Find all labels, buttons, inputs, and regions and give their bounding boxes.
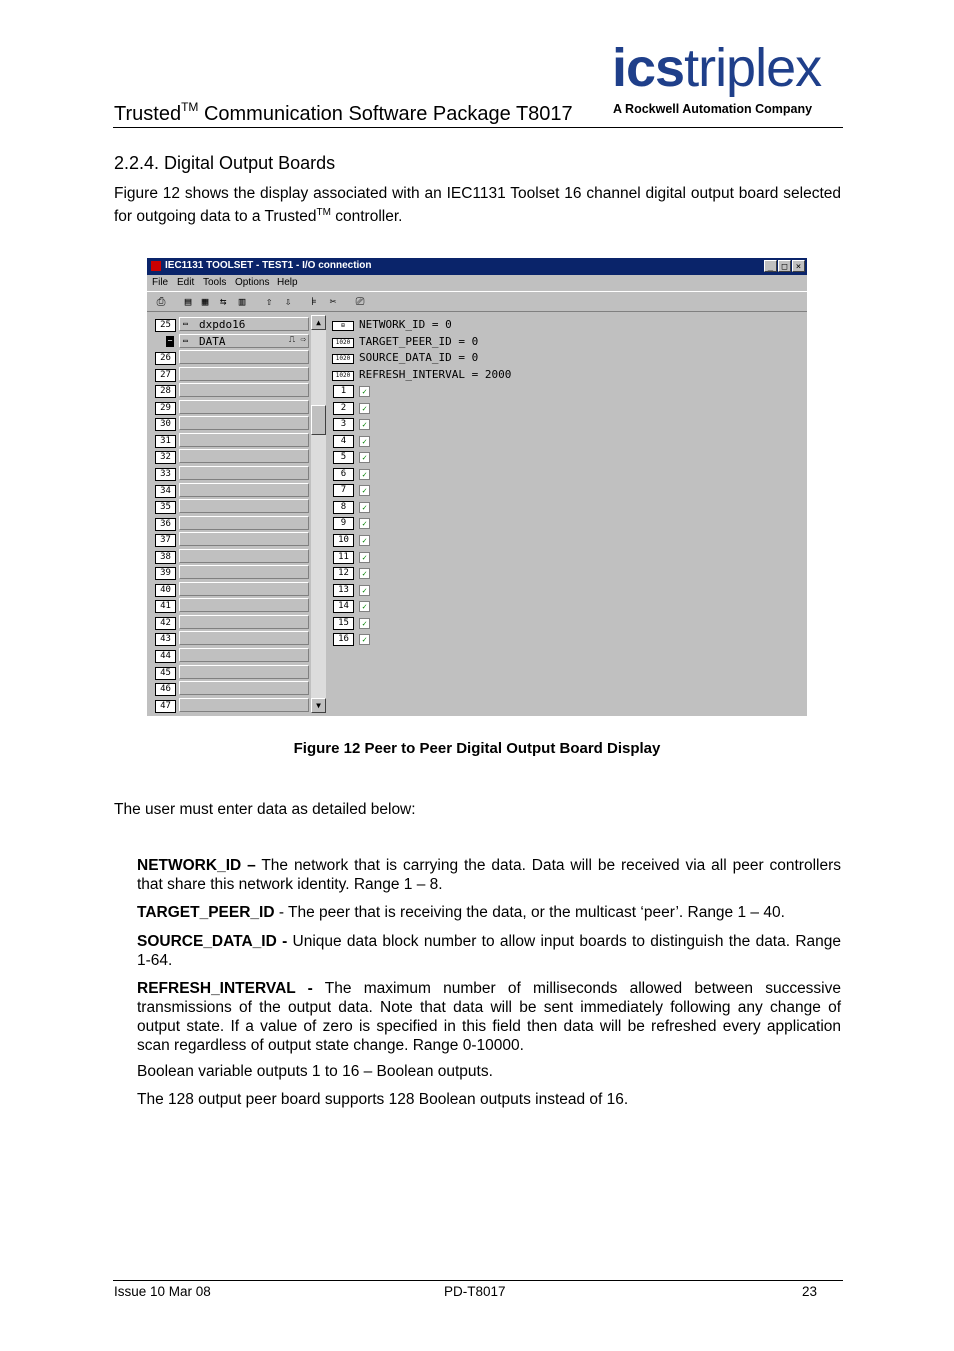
scroll-up-button[interactable]: ▲ bbox=[311, 315, 326, 330]
company-logo bbox=[612, 38, 821, 98]
section-title: 2.2.4. Digital Output Boards bbox=[114, 153, 336, 173]
row-number[interactable]: 36 bbox=[155, 518, 176, 531]
boolean-output-icon[interactable]: ✓ bbox=[359, 518, 370, 529]
menu-options[interactable]: Options bbox=[235, 277, 270, 288]
row-number[interactable]: 28 bbox=[155, 385, 176, 398]
output-number[interactable]: 11 bbox=[333, 551, 354, 564]
row-number[interactable]: 26 bbox=[155, 352, 176, 365]
definition-term: SOURCE_DATA_ID - bbox=[137, 933, 288, 950]
boolean-output-icon[interactable]: ✓ bbox=[359, 535, 370, 546]
boolean-output-icon[interactable]: ✓ bbox=[359, 386, 370, 397]
definition-term: REFRESH_INTERVAL - bbox=[137, 980, 313, 997]
header-title bbox=[114, 100, 573, 126]
output-number[interactable]: 7 bbox=[333, 484, 354, 497]
board-name: dxpdo16 bbox=[199, 318, 246, 331]
row-number[interactable]: 25 bbox=[155, 319, 176, 332]
definition-text: - The peer that is receiving the data, or the multicast ‘peer’. Range 1 – 40. bbox=[274, 904, 785, 921]
parameter-4[interactable]: REFRESH_INTERVAL = 2000 bbox=[359, 367, 512, 381]
title-tm: TM bbox=[181, 100, 199, 114]
row-number[interactable]: 42 bbox=[155, 617, 176, 630]
connect-icon[interactable]: ⇆ bbox=[219, 295, 227, 308]
row-number[interactable]: 41 bbox=[155, 600, 176, 613]
menu-tools[interactable]: Tools bbox=[203, 277, 227, 288]
definition-text: The network that is carrying the data. Data will be received via all peer controllers that share this network identity. Range 1 – 8. bbox=[137, 857, 841, 893]
output-number[interactable]: 13 bbox=[333, 584, 354, 597]
definition-item bbox=[137, 903, 841, 922]
output-number[interactable]: 2 bbox=[333, 402, 354, 415]
maximize-button[interactable]: □ bbox=[778, 260, 791, 272]
row-number[interactable]: 27 bbox=[155, 369, 176, 382]
window-title: IEC1131 TOOLSET - TEST1 - I/O connection bbox=[165, 260, 372, 271]
output-number[interactable]: 8 bbox=[333, 501, 354, 514]
title-post: Communication Software Package T8017 bbox=[198, 103, 573, 125]
row-number[interactable]: 30 bbox=[155, 418, 176, 431]
definition-term: TARGET_PEER_ID bbox=[137, 904, 275, 921]
boolean-output-icon[interactable]: ✓ bbox=[359, 469, 370, 480]
parameter-icon: 1020 bbox=[332, 371, 354, 381]
parameter-icon: ⊞ bbox=[332, 321, 354, 331]
definition-text: The 128 output peer board supports 128 Boolean outputs instead of 16. bbox=[137, 1091, 629, 1108]
minimize-button[interactable]: _ bbox=[764, 260, 777, 272]
boolean-output-icon[interactable]: ✓ bbox=[359, 502, 370, 513]
collapse-icon[interactable]: − bbox=[167, 335, 173, 345]
footer-page-number: 23 bbox=[802, 1284, 818, 1299]
boolean-output-icon[interactable]: ✓ bbox=[359, 452, 370, 463]
title-pre: Trusted bbox=[114, 103, 182, 125]
parameter-icon: 1020 bbox=[332, 338, 354, 348]
boolean-output-icon[interactable]: ✓ bbox=[359, 618, 370, 629]
row-number[interactable]: 38 bbox=[155, 551, 176, 564]
print-icon[interactable]: ⎙ bbox=[156, 295, 166, 308]
row-number[interactable]: 45 bbox=[155, 667, 176, 680]
row-number[interactable]: 32 bbox=[155, 451, 176, 464]
boolean-output-icon[interactable]: ✓ bbox=[359, 601, 370, 612]
footer-issue: Issue 10 Mar 08 bbox=[114, 1284, 211, 1299]
output-number[interactable]: 1 bbox=[333, 385, 354, 398]
boolean-output-icon[interactable]: ✓ bbox=[359, 585, 370, 596]
row-number[interactable]: 37 bbox=[155, 534, 176, 547]
definition-item bbox=[137, 1090, 841, 1109]
parameter-3[interactable]: SOURCE_DATA_ID = 0 bbox=[359, 351, 479, 364]
output-number[interactable]: 3 bbox=[333, 418, 354, 431]
intro-post: controller. bbox=[330, 208, 403, 225]
boolean-output-icon[interactable]: ✓ bbox=[359, 552, 370, 563]
logo-subtitle: A Rockwell Automation Company bbox=[613, 102, 813, 116]
intro-pre: Figure 12 shows the display associated with an IEC1131 Toolset 16 channel digital output board selected for outgoing data to a Trusted bbox=[114, 185, 841, 225]
definition-term: NETWORK_ID – bbox=[137, 857, 256, 874]
output-number[interactable]: 16 bbox=[333, 633, 354, 646]
parameter-icon: 1020 bbox=[332, 354, 354, 364]
output-number[interactable]: 12 bbox=[333, 567, 354, 580]
footer-doc-id: PD-T8017 bbox=[444, 1284, 506, 1299]
definition-item bbox=[137, 856, 841, 894]
row-number[interactable]: 31 bbox=[155, 435, 176, 448]
menu-file[interactable]: File bbox=[152, 277, 169, 288]
scroll-down-button[interactable]: ▼ bbox=[311, 698, 326, 713]
cut-icon[interactable]: ✂ bbox=[329, 295, 337, 308]
definition-text: Unique data block number to allow input boards to distinguish the data. Range 1-64. bbox=[137, 933, 841, 969]
row-number[interactable]: 29 bbox=[155, 402, 176, 415]
definition-item bbox=[137, 932, 841, 970]
boolean-output-icon[interactable]: ✓ bbox=[359, 634, 370, 645]
header-rule bbox=[113, 127, 843, 128]
definition-text: The maximum number of milliseconds allowed between successive transmissions of the output data. Note that data will be sent immediately following any change of output state. If a value of zero is specified in this field then data will be refreshed every application scan regardless of output state change. Range 0-10000. bbox=[137, 980, 841, 1054]
board-icon[interactable]: ▤ bbox=[184, 295, 192, 308]
board-detail bbox=[147, 258, 807, 716]
data-connector-icon: ⎍ ⇨ bbox=[288, 334, 306, 345]
footer-rule bbox=[113, 1280, 843, 1281]
boolean-output-icon[interactable]: ✓ bbox=[359, 436, 370, 447]
boolean-output-icon[interactable]: ✓ bbox=[359, 485, 370, 496]
lead-paragraph: The user must enter data as detailed below: bbox=[114, 801, 416, 818]
toolset-window bbox=[147, 258, 807, 716]
data-icon: ▭ bbox=[183, 335, 188, 345]
board-icon: ▭ bbox=[183, 319, 188, 328]
menu-edit[interactable]: Edit bbox=[177, 277, 195, 288]
row-number[interactable]: 34 bbox=[155, 485, 176, 498]
definition-item bbox=[137, 1062, 841, 1081]
figure-caption: Figure 12 Peer to Peer Digital Output Board Display bbox=[293, 740, 661, 757]
logo-light: triplex bbox=[684, 38, 822, 98]
row-number[interactable]: 39 bbox=[155, 567, 176, 580]
data-label: DATA bbox=[199, 334, 226, 348]
properties-icon[interactable]: ⊧ bbox=[311, 295, 317, 308]
row-number[interactable]: 43 bbox=[155, 633, 176, 646]
intro-tm: TM bbox=[316, 207, 331, 218]
output-number[interactable]: 4 bbox=[333, 435, 354, 448]
output-number[interactable]: 5 bbox=[333, 451, 354, 464]
row-number[interactable]: 46 bbox=[155, 683, 176, 696]
definition-item bbox=[137, 979, 841, 1055]
boolean-output-icon[interactable]: ✓ bbox=[359, 403, 370, 414]
output-number[interactable]: 10 bbox=[333, 534, 354, 547]
row-number[interactable]: 44 bbox=[155, 650, 176, 663]
logo-bold: ics bbox=[612, 38, 685, 98]
down-arrow-icon[interactable]: ⇩ bbox=[284, 295, 292, 308]
row-number[interactable]: 40 bbox=[155, 584, 176, 597]
menu-help[interactable]: Help bbox=[277, 277, 298, 288]
row-number[interactable]: 35 bbox=[155, 501, 176, 514]
parameter-1[interactable]: NETWORK_ID = 0 bbox=[359, 318, 452, 331]
intro-paragraph bbox=[114, 184, 841, 226]
row-number[interactable]: 33 bbox=[155, 468, 176, 481]
boolean-output-icon[interactable]: ✓ bbox=[359, 568, 370, 579]
definition-text: Boolean variable outputs 1 to 16 – Boolean outputs. bbox=[137, 1063, 493, 1080]
row-number[interactable]: 47 bbox=[155, 700, 176, 713]
output-number[interactable]: 9 bbox=[333, 517, 354, 530]
close-button[interactable]: × bbox=[792, 260, 805, 272]
output-number[interactable]: 15 bbox=[333, 617, 354, 630]
up-arrow-icon[interactable]: ⇧ bbox=[265, 295, 273, 308]
output-number[interactable]: 6 bbox=[333, 468, 354, 481]
board2-icon[interactable]: ▦ bbox=[201, 295, 209, 308]
parameter-2[interactable]: TARGET_PEER_ID = 0 bbox=[359, 334, 479, 348]
printer-icon[interactable]: ⎚ bbox=[355, 295, 365, 308]
boolean-output-icon[interactable]: ✓ bbox=[359, 419, 370, 430]
output-number[interactable]: 14 bbox=[333, 600, 354, 613]
delete-icon[interactable]: ▥ bbox=[238, 295, 246, 308]
